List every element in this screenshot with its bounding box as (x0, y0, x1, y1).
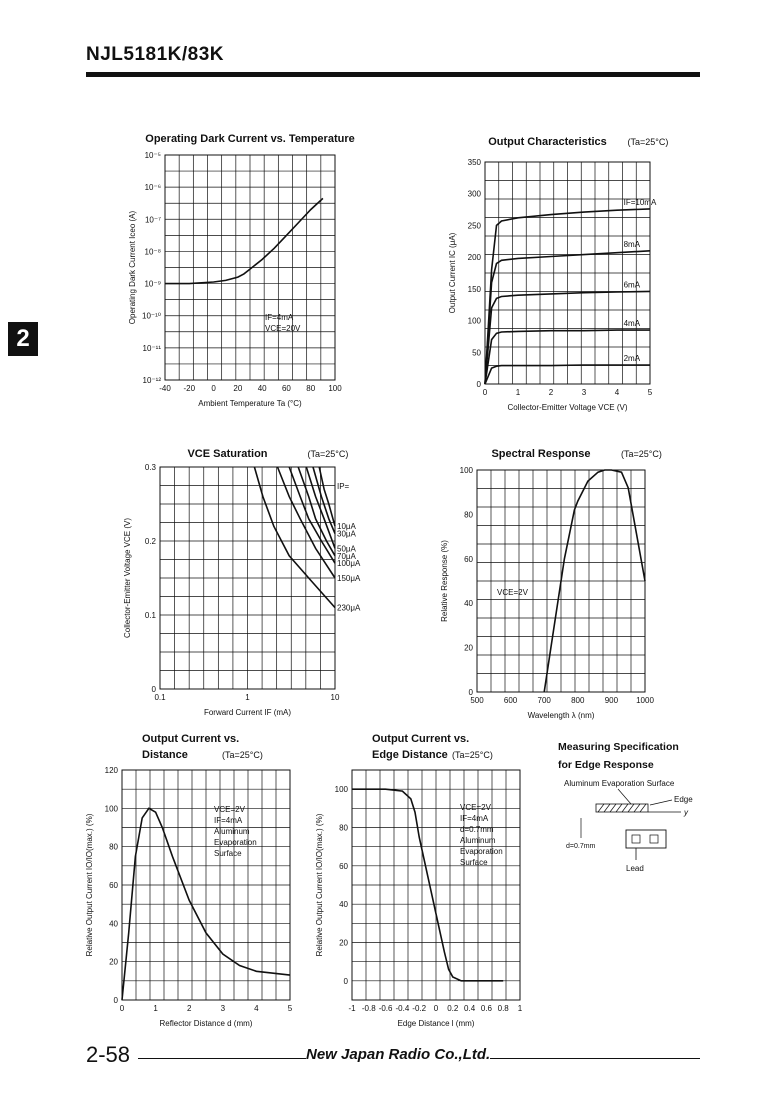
series-label: 30μA (337, 529, 356, 539)
chart-annotation: Surface (460, 858, 488, 867)
series-label: 50μA (337, 544, 356, 554)
footer-rule-right (490, 1058, 700, 1059)
chart-title: Operating Dark Current vs. Temperature (145, 133, 355, 145)
chart-dark-current (120, 130, 370, 420)
series-label: 100μA (337, 559, 361, 569)
x-tick-label: 2 (548, 388, 554, 397)
y-tick-label: 10⁻⁹ (144, 279, 161, 289)
chart-annotation: VCE=2V (214, 805, 245, 814)
chart-annotation: Surface (214, 849, 242, 858)
x-axis-label: Forward Current IF (mA) (203, 708, 292, 717)
series-label: 150μA (337, 574, 361, 583)
y-tick-label: 0 (468, 688, 473, 697)
chart-title: Output Current vs. (372, 733, 470, 745)
chart-annotation: d=0.7mm (460, 825, 494, 834)
y-tick-label: 10⁻¹¹ (142, 343, 161, 353)
series-label: 2mA (623, 353, 641, 363)
x-tick-label: 1 (153, 1004, 158, 1013)
x-tick-label: 5 (647, 388, 653, 397)
edge-spec-surface: Aluminum Evaporation Surface (564, 779, 675, 788)
x-tick-label: 700 (537, 696, 551, 705)
y-tick-label: 10⁻⁷ (144, 215, 161, 225)
page-number: 2-58 (86, 1042, 131, 1067)
y-tick-label: 100 (334, 785, 348, 795)
chart-annotation: Aluminum (460, 836, 496, 845)
y-tick-label: 80 (464, 510, 473, 520)
x-tick-label: 3 (581, 388, 587, 397)
y-tick-label: 20 (339, 938, 348, 948)
x-tick-label: 800 (571, 696, 585, 705)
x-tick-label: -0.6 (378, 1004, 393, 1013)
company-name: New Japan Radio Co.,Ltd. (306, 1046, 491, 1063)
x-tick-label: -1 (348, 1004, 356, 1013)
x-tick-label: -40 (159, 384, 171, 393)
y-tick-label: 200 (467, 253, 481, 263)
series-line (254, 467, 335, 608)
y-axis-label: Relative Output Current IO/IO(max.) (%) (315, 813, 324, 957)
chart-annotation: Evaporation (214, 838, 257, 847)
x-axis-label: Edge Distance l (mm) (397, 1019, 475, 1028)
chart-vce-saturation (120, 445, 370, 730)
x-tick-label: 0 (119, 1004, 125, 1013)
x-tick-label: 0 (211, 384, 216, 393)
y-tick-label: 250 (467, 221, 481, 231)
x-tick-label: -0.2 (412, 1004, 427, 1013)
chart-subtitle: (Ta=25°C) (627, 137, 669, 147)
x-tick-label: 5 (287, 1004, 293, 1013)
y-tick-label: 0 (113, 996, 118, 1005)
chart-annotation: Aluminum (214, 827, 250, 836)
x-tick-label: 0 (482, 388, 488, 397)
page-title: NJL5181K/83K (86, 44, 225, 65)
y-tick-label: 50 (472, 348, 481, 358)
x-tick-label: 20 (233, 384, 243, 393)
x-tick-label: 0.4 (464, 1004, 476, 1013)
x-axis-label: Ambient Temperature Ta (°C) (198, 399, 302, 408)
y-tick-label: 150 (467, 284, 481, 294)
y-tick-label: 300 (467, 189, 481, 199)
chart-subtitle: (Ta=25°C) (621, 449, 662, 459)
section-tab: 2 (8, 322, 38, 356)
y-tick-label: 10⁻¹⁰ (142, 311, 161, 321)
y-tick-label: 60 (464, 554, 473, 564)
y-tick-label: 40 (464, 599, 473, 609)
series-label: 70μA (337, 551, 356, 561)
x-tick-label: 0.2 (447, 1004, 459, 1013)
x-tick-label: 3 (220, 1004, 226, 1013)
chart-subtitle: (Ta=25°C) (307, 449, 349, 459)
y-tick-label: 100 (459, 466, 473, 475)
chart-title-line2: Edge Distance (372, 749, 448, 761)
y-tick-label: 60 (339, 861, 348, 871)
chart-annotation: VCE=20V (265, 324, 301, 333)
x-tick-label: -20 (183, 384, 196, 393)
y-axis-label: Collector-Emitter Voltage VCE (V) (123, 517, 132, 639)
footer-rule-left (138, 1058, 306, 1059)
chart-annotation: IF=4mA (214, 816, 243, 825)
edge-spec-lead: Lead (626, 864, 644, 873)
y-tick-label: 10⁻⁶ (144, 183, 161, 193)
x-tick-label: 600 (503, 696, 518, 705)
y-tick-label: 0 (151, 685, 156, 694)
y-axis-label: Output Current IC (μA) (448, 232, 457, 314)
y-tick-label: 80 (339, 823, 348, 833)
series-label: 230μA (337, 603, 361, 613)
header-rule (86, 72, 700, 77)
x-tick-label: 0.6 (480, 1004, 492, 1013)
x-tick-label: 1000 (636, 696, 654, 705)
y-tick-label: 350 (467, 158, 481, 167)
chart-title: Spectral Response (491, 448, 591, 460)
series-label: IF=10mA (623, 197, 657, 207)
x-tick-label: 4 (254, 1004, 259, 1013)
y-tick-label: 100 (467, 316, 481, 326)
y-tick-label: 100 (104, 804, 118, 814)
chart-subtitle: (Ta=25°C) (222, 750, 263, 760)
series-label: 10μA (337, 522, 356, 532)
y-tick-label: 10⁻⁵ (144, 151, 161, 160)
x-tick-label: 4 (614, 388, 620, 397)
y-axis-label: Relative Response (%) (440, 540, 449, 622)
x-tick-label: 100 (328, 384, 342, 393)
x-tick-label: 1 (245, 693, 250, 702)
y-tick-label: 80 (109, 842, 118, 852)
x-tick-label: 1 (517, 1004, 523, 1013)
y-tick-label: 20 (109, 957, 118, 967)
y-axis-label: Relative Output Current IO/IO(max.) (%) (85, 813, 94, 957)
chart-spectral-response (430, 445, 670, 730)
y-tick-label: 0.2 (144, 537, 156, 546)
series-label: 8mA (623, 239, 641, 249)
sensor-package (626, 830, 666, 860)
x-tick-label: 60 (281, 384, 291, 393)
chart-annotation: IF=4mA (265, 313, 294, 322)
x-tick-label: 500 (470, 696, 484, 705)
x-tick-label: 900 (604, 696, 619, 705)
legend-title: IP= (337, 482, 350, 491)
y-tick-label: 10⁻¹² (142, 376, 161, 385)
y-tick-label: 120 (104, 766, 118, 775)
y-tick-label: 0.1 (144, 611, 156, 620)
y-tick-label: 60 (109, 881, 118, 890)
aluminum-surface (596, 804, 648, 812)
y-tick-label: 40 (109, 919, 118, 929)
chart-annotation: VCE=2V (497, 588, 528, 597)
chart-title-line2: Distance (142, 749, 188, 761)
y-axis-label: Operating Dark Current Iceo (A) (128, 210, 137, 325)
chart-output-characteristics (430, 130, 670, 420)
y-tick-label: 0.3 (144, 463, 156, 472)
chart-subtitle: (Ta=25°C) (452, 750, 493, 760)
x-tick-label: 10 (330, 693, 340, 702)
edge-spec-title-2: for Edge Response (558, 759, 654, 771)
x-tick-label: -0.8 (361, 1004, 376, 1013)
x-tick-label: 0.8 (497, 1004, 509, 1013)
chart-annotation: Evaporation (460, 847, 503, 856)
x-tick-label: 2 (186, 1004, 192, 1013)
chart-output-vs-distance (80, 730, 320, 1030)
edge-spec-diagram (556, 738, 706, 878)
chart-output-vs-edge-distance (310, 730, 550, 1030)
x-tick-label: 40 (257, 384, 267, 393)
series-label: 4mA (623, 319, 641, 329)
x-tick-label: 80 (306, 384, 316, 393)
series-line (165, 198, 323, 283)
y-tick-label: 0 (476, 380, 481, 389)
chart-annotation: IF=4mA (460, 814, 489, 823)
x-axis-label: Wavelength λ (nm) (527, 711, 595, 720)
edge-spec-edge: Edge (674, 795, 693, 804)
x-tick-label: 0.1 (154, 693, 166, 702)
chart-annotation: VCE=2V (460, 803, 491, 812)
chart-title: VCE Saturation (187, 448, 268, 460)
edge-spec-axis: y (684, 808, 688, 817)
x-tick-label: 0 (433, 1004, 439, 1013)
edge-spec-title-1: Measuring Specification (558, 741, 679, 753)
x-tick-label: -0.4 (395, 1004, 410, 1013)
y-tick-label: 0 (343, 976, 348, 986)
series-label: 6mA (623, 280, 641, 290)
chart-title: Output Current vs. (142, 733, 240, 745)
x-tick-label: 1 (515, 388, 521, 397)
x-axis-label: Reflector Distance d (mm) (159, 1019, 253, 1028)
edge-spec-distance: d=0.7mm (566, 843, 596, 850)
x-axis-label: Collector-Emitter Voltage VCE (V) (507, 403, 628, 412)
y-tick-label: 20 (464, 643, 473, 653)
chart-title: Output Characteristics (488, 136, 607, 148)
y-tick-label: 10⁻⁸ (144, 247, 161, 257)
y-tick-label: 40 (339, 900, 348, 910)
